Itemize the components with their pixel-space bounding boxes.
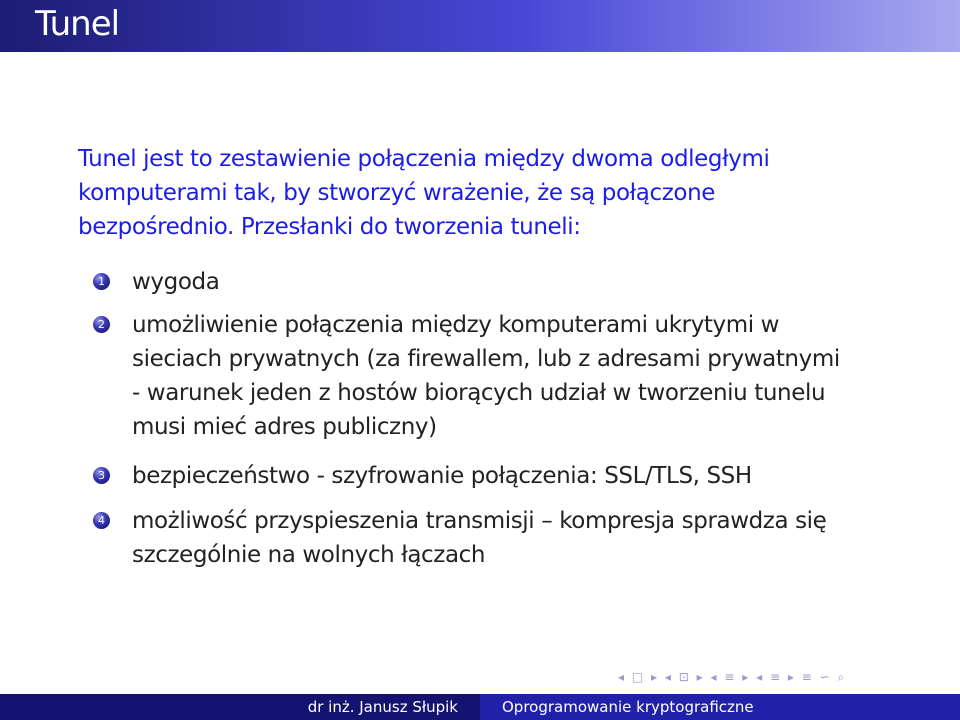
item-number-ball: 1 bbox=[93, 273, 110, 290]
nav-next-subsection-icon[interactable]: ▸ bbox=[742, 670, 750, 684]
item-number-ball: 2 bbox=[93, 316, 110, 333]
item-text: możliwość przyspieszenia transmisji – kompresja sprawdza się szczególnie na wolnych łączach bbox=[132, 508, 827, 568]
nav-prev-frame-icon[interactable]: ◂ bbox=[664, 670, 672, 684]
nav-next-frame-icon[interactable]: ▸ bbox=[696, 670, 704, 684]
intro-paragraph: Tunel jest to zestawienie połączenia między dwoma odległymi komputerami tak, by stworzyć wrażenie, że są połączone bezpośrednio. Przesłanki do tworzenia tuneli: bbox=[78, 146, 770, 240]
slide-title: Tunel bbox=[35, 4, 120, 44]
nav-back-icon[interactable]: ∽ bbox=[819, 670, 831, 684]
item-number-ball: 3 bbox=[93, 467, 110, 484]
nav-search-icon[interactable]: ⌕ bbox=[837, 670, 846, 684]
footer-author: dr inż. Janusz Słupik bbox=[0, 694, 480, 720]
footline bbox=[0, 694, 960, 720]
item-text: bezpieczeństwo - szyfrowanie połączenia: SSL/TLS, SSH bbox=[132, 463, 752, 489]
nav-subsection-icon[interactable]: ≡ bbox=[724, 670, 736, 684]
beamer-navigation-bar bbox=[618, 670, 958, 690]
item-text: wygoda bbox=[132, 269, 220, 295]
item-text: umożliwienie połączenia między komputerami ukrytymi w sieciach prywatnych (za firewallem, lub z adresami prywatnymi - warunek jeden z hostów biorących udział w tworzeniu tunelu musi mieć adres publiczny) bbox=[132, 312, 840, 440]
nav-next-slide-icon[interactable]: ▸ bbox=[651, 670, 659, 684]
nav-slide-icon[interactable]: □ bbox=[631, 670, 645, 684]
nav-prev-slide-icon[interactable]: ◂ bbox=[618, 670, 626, 684]
item-number-ball: 4 bbox=[93, 512, 110, 529]
nav-section-icon[interactable]: ≡ bbox=[769, 670, 782, 684]
nav-prev-section-icon[interactable]: ◂ bbox=[756, 670, 764, 684]
footer-course-title: Oprogramowanie kryptograficzne bbox=[480, 694, 960, 720]
nav-prev-subsection-icon[interactable]: ◂ bbox=[710, 670, 718, 684]
nav-next-section-icon[interactable]: ▸ bbox=[787, 670, 795, 684]
nav-frame-icon[interactable]: ⊡ bbox=[678, 670, 690, 684]
nav-document-icon[interactable]: ≡ bbox=[801, 670, 813, 684]
